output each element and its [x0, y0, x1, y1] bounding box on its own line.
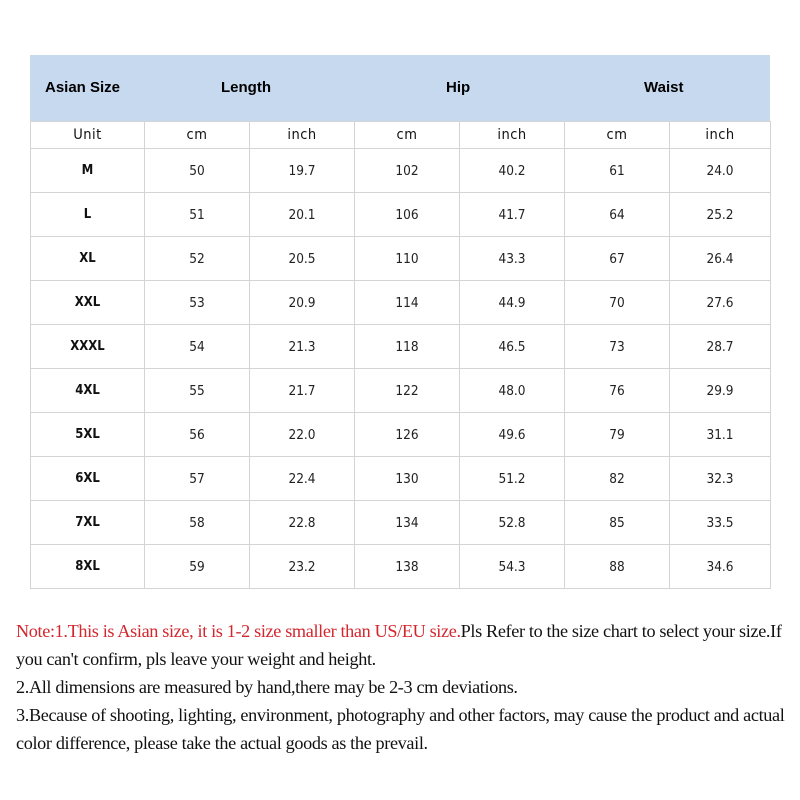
cell-length-in: 22.0	[250, 413, 355, 457]
cell-waist-cm: 67	[565, 237, 670, 281]
table-row	[31, 325, 771, 369]
cell-hip-in: 46.5	[460, 325, 565, 369]
size-label: 7XL	[31, 501, 145, 545]
size-notes	[16, 617, 791, 757]
size-table	[30, 121, 771, 589]
cell-length-in: 21.3	[250, 325, 355, 369]
cell-length-cm: 50	[145, 149, 250, 193]
cell-length-cm: 53	[145, 281, 250, 325]
cell-hip-cm: 126	[355, 413, 460, 457]
table-row	[31, 149, 771, 193]
table-row	[31, 281, 771, 325]
size-chart-header	[30, 55, 770, 121]
cell-length-in: 22.8	[250, 501, 355, 545]
cell-hip-cm: 122	[355, 369, 460, 413]
cell-length-in: 20.9	[250, 281, 355, 325]
cell-waist-in: 29.9	[670, 369, 771, 413]
cell-length-in: 23.2	[250, 545, 355, 589]
cell-hip-in: 51.2	[460, 457, 565, 501]
unit-waist-cm: cm	[565, 122, 670, 149]
cell-length-cm: 51	[145, 193, 250, 237]
table-row	[31, 545, 771, 589]
cell-hip-cm: 138	[355, 545, 460, 589]
cell-waist-in: 31.1	[670, 413, 771, 457]
cell-waist-cm: 73	[565, 325, 670, 369]
cell-waist-in: 25.2	[670, 193, 771, 237]
cell-waist-cm: 79	[565, 413, 670, 457]
cell-length-cm: 52	[145, 237, 250, 281]
unit-label: Unit	[31, 122, 145, 149]
cell-waist-in: 32.3	[670, 457, 771, 501]
unit-hip-inch: inch	[460, 122, 565, 149]
size-label: XXXL	[31, 325, 145, 369]
note-3: 3.Because of shooting, lighting, environment, photography and other factors, may cause the product and actual color difference, please take the actual goods as the prevail.	[16, 705, 785, 753]
cell-hip-cm: 118	[355, 325, 460, 369]
table-row	[31, 457, 771, 501]
cell-length-cm: 59	[145, 545, 250, 589]
cell-length-in: 22.4	[250, 457, 355, 501]
size-label: 6XL	[31, 457, 145, 501]
cell-hip-cm: 106	[355, 193, 460, 237]
cell-waist-in: 27.6	[670, 281, 771, 325]
cell-length-cm: 54	[145, 325, 250, 369]
size-label: 8XL	[31, 545, 145, 589]
cell-length-cm: 55	[145, 369, 250, 413]
cell-waist-cm: 88	[565, 545, 670, 589]
unit-waist-inch: inch	[670, 122, 771, 149]
cell-hip-in: 44.9	[460, 281, 565, 325]
cell-hip-in: 54.3	[460, 545, 565, 589]
note-1-instruction: Pls Refer to the size chart to select your size.If you can't confirm, pls leave your weight and height.	[16, 621, 782, 669]
table-row	[31, 369, 771, 413]
header-asian-size: Asian Size	[45, 79, 121, 96]
header-hip: Hip	[446, 79, 471, 96]
cell-waist-cm: 82	[565, 457, 670, 501]
size-label: M	[31, 149, 145, 193]
cell-length-cm: 56	[145, 413, 250, 457]
size-label: XXL	[31, 281, 145, 325]
size-label: 5XL	[31, 413, 145, 457]
cell-waist-cm: 85	[565, 501, 670, 545]
note-1-warning: Note:1.This is Asian size, it is 1-2 size smaller than US/EU size.	[16, 621, 461, 641]
cell-hip-in: 40.2	[460, 149, 565, 193]
size-label: XL	[31, 237, 145, 281]
cell-hip-cm: 110	[355, 237, 460, 281]
cell-hip-cm: 134	[355, 501, 460, 545]
cell-hip-in: 52.8	[460, 501, 565, 545]
cell-waist-in: 26.4	[670, 237, 771, 281]
cell-length-in: 20.1	[250, 193, 355, 237]
cell-length-in: 20.5	[250, 237, 355, 281]
cell-waist-cm: 76	[565, 369, 670, 413]
cell-waist-in: 24.0	[670, 149, 771, 193]
table-row	[31, 193, 771, 237]
cell-hip-in: 41.7	[460, 193, 565, 237]
unit-length-cm: cm	[145, 122, 250, 149]
table-row	[31, 237, 771, 281]
cell-length-cm: 58	[145, 501, 250, 545]
unit-length-inch: inch	[250, 122, 355, 149]
cell-length-cm: 57	[145, 457, 250, 501]
cell-hip-in: 43.3	[460, 237, 565, 281]
cell-waist-in: 34.6	[670, 545, 771, 589]
cell-length-in: 21.7	[250, 369, 355, 413]
header-waist: Waist	[644, 79, 684, 96]
cell-waist-in: 33.5	[670, 501, 771, 545]
cell-hip-cm: 102	[355, 149, 460, 193]
size-label: L	[31, 193, 145, 237]
cell-length-in: 19.7	[250, 149, 355, 193]
table-row	[31, 501, 771, 545]
cell-waist-cm: 70	[565, 281, 670, 325]
cell-waist-cm: 64	[565, 193, 670, 237]
cell-waist-in: 28.7	[670, 325, 771, 369]
unit-row	[31, 122, 771, 149]
size-chart	[30, 55, 770, 589]
cell-hip-in: 49.6	[460, 413, 565, 457]
size-label: 4XL	[31, 369, 145, 413]
table-row	[31, 413, 771, 457]
cell-waist-cm: 61	[565, 149, 670, 193]
note-2: 2.All dimensions are measured by hand,there may be 2-3 cm deviations.	[16, 677, 518, 697]
cell-hip-in: 48.0	[460, 369, 565, 413]
cell-hip-cm: 130	[355, 457, 460, 501]
note-1	[16, 617, 791, 673]
cell-hip-cm: 114	[355, 281, 460, 325]
unit-hip-cm: cm	[355, 122, 460, 149]
header-length: Length	[221, 79, 271, 96]
